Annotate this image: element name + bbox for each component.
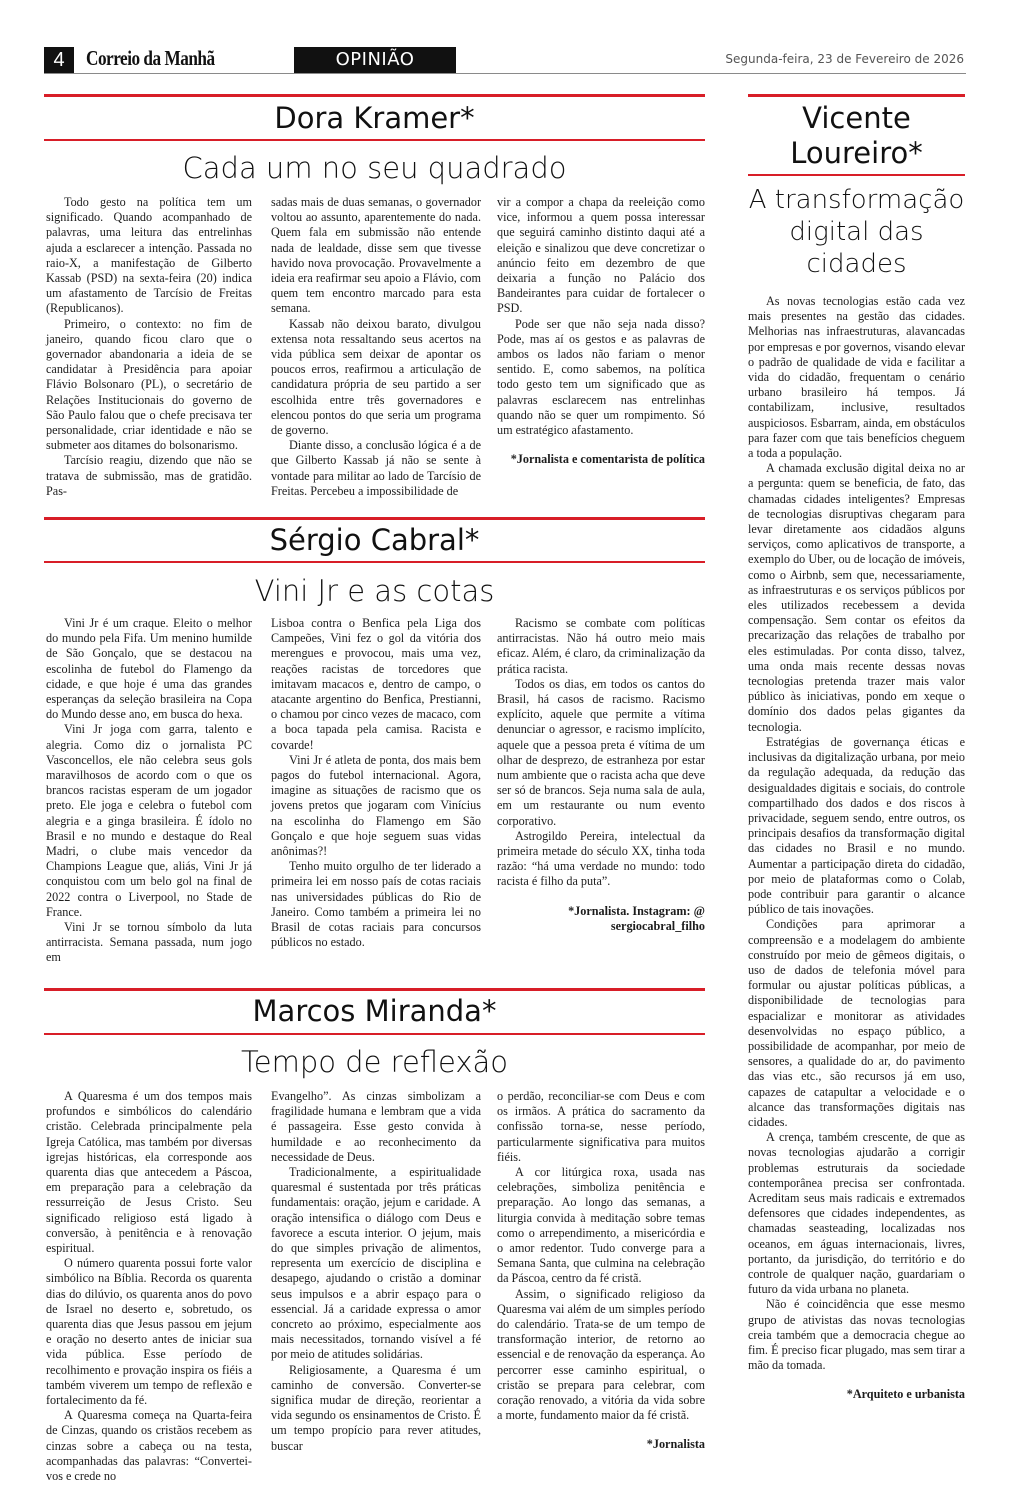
paragraph: sadas mais de duas semanas, o governador voltou ao assunto, aparentemente do nada. Quem fala em submissão não entende nada de lealdade, disse sem que tivesse havido nova provocação. Provavelmente a ideia era reafirmar seu apoio a Flávio, com quem tem encontro marcado para esta semana. [271, 195, 481, 316]
paragraph: Tradicionalmente, a espiritualidade quaresmal é sustentada por três práticas fundamentais: oração, jejum e caridade. A oração intensifica o diálogo com Deus e favorece a escuta interior. O jejum, mais do que simples privação de alimentos, representa um exercício de disciplina e desapego, ajudando o cristão a dominar seus impulsos e a abrir espaço para o essencial. Já a caridade expressa o amor concreto ao próximo, especialmente aos mais necessitados, tornando visível a fé por meio de atitudes solidárias. [271, 1165, 481, 1362]
article-column [271, 1089, 481, 1454]
paragraph: A Quaresma é um dos tempos mais profundos e simbólicos do calendário cristão. Celebrada principalmente pela Igreja Católica, mas também por diversas igrejas históricas, ela corresponde aos quarenta dias que antecedem a Páscoa, em preparação para a celebração da ressurreição de Jesus Cristo. Seu significado religioso está ligado à conversão, à penitência e à renovação espiritual. [46, 1089, 252, 1256]
paragraph: Não é coincidência que esse mesmo grupo de ativistas das novas tecnologias creia também que a democracia chegue ao fim. É preciso ficar plugado, mas sem tirar a mão da tomada. [748, 1297, 965, 1373]
divider-line [44, 1033, 705, 1035]
page-header [44, 45, 966, 74]
paragraph: Tarcísio reagiu, dizendo que não se tratava de submissão, mas de gratidão. Pas- [46, 453, 252, 498]
article-column [46, 195, 252, 499]
author-credit: *Jornalista e comentarista de política [510, 452, 705, 467]
paragraph: Evangelho”. As cinzas simbolizam a fragilidade humana e lembram que a vida é passageira. Esse gesto convida à humildade e ao reconhecimento da necessidade de Deus. [271, 1089, 481, 1164]
newspaper-logo: Correio da Manhã [86, 46, 215, 70]
divider-line [44, 561, 705, 563]
paragraph: A cor litúrgica roxa, usada nas celebrações, simboliza penitência e preparação. Ao longo das semanas, a liturgia convida à meditação sobre temas como o arrependimento, a misericórdia e o amor redentor. Tudo converge para a Semana Santa, que culmina na celebração da Páscoa, centro da fé cristã. [497, 1165, 705, 1286]
paragraph: Vini Jr joga com garra, talento e alegria. Como diz o jornalista PC Vasconcellos, ele não celebra seus gols maravilhosos de acordo com o que os brancos racistas esperam de um jogador preto. Ele joga e celebra o futebol com alegria e a ginga brasileira. É ídolo no Brasil e no mundo e destaque do Real Madri, o clube mais vencedor da Champions League que, aliás, Vini Jr já conquistou com um belo gol na final de 2022 contra o Liverpool, no Stade de France. [46, 722, 252, 919]
divider-line [44, 139, 705, 141]
author-name: Vicente Loureiro* [790, 101, 923, 170]
article-column [497, 1089, 705, 1453]
paragraph: vir a compor a chapa da reeleição como vice, informou a quem possa interessar que seguirá caminho distinto daqui até a eleição e sinalizou que deve concretizar o anúncio feito em dezembro de que deixaria a função no Palácio dos Bandeirantes para cuidar de fortalecer o PSD. [497, 195, 705, 316]
paragraph: Astrogildo Pereira, intelectual da primeira metade do século XX, tinha toda razão: “há uma verdade no mundo: todo racista é filho da puta”. [497, 828, 705, 889]
paragraph: A chamada exclusão digital deixa no ar a pergunta: quem se beneficia, de fato, das chamadas cidades inteligentes? Empresas de tecnologias disruptivas chegaram para levar diretamente aos cidadãos alguns serviços, como aplicativos de transporte, a exemplo do Uber, ou de locação de imóveis, como o Airbnb, sem que, necessariamente, as infraestruturas e os serviços públicos por eles utilizados recebessem a devida compensação. Sem contar os efeitos da precarização das relações de trabalho por eles estimuladas. Por conta disso, talvez, uma onda mais recente dessas novas tecnologias pretenda trazer mais valor público às iniciativas, pondo em xeque o domínio dos dados pelas gigantes da tecnologia. [748, 461, 965, 734]
article-column [497, 616, 705, 934]
divider-line [44, 988, 705, 991]
paragraph: Tenho muito orgulho de ter liderado a primeira lei em nosso país de cotas raciais nas universidades públicas do Rio de Janeiro. Como também a primeira lei no Brasil de cotas raciais para concursos públicos no estado. [271, 859, 481, 950]
section-label: OPINIÃO [294, 47, 456, 73]
divider-line [748, 174, 965, 176]
paragraph: Racismo se combate com políticas antirracistas. Não há outro meio mais eficaz. Além, é claro, da criminalização da prática racista. [497, 616, 705, 676]
paragraph: Estratégias de governança éticas e inclusivas da digitalização urbana, por meio da regulação adequada, da redução das desigualdades digitais e sociais, do controle compartilhado dos dados e dos riscos à privacidade, seguem sendo, entre outros, os principais desafios da transformação digital das cidades no Brasil e no mundo. Aumentar a participação direta do cidadão, por meio de plataformas como o Colab, pode contribuir para garantir o alcance público de tais inovações. [748, 734, 965, 917]
paragraph: Vini Jr é um craque. Eleito o melhor do mundo pela Fifa. Um menino humilde de São Gonçalo, que se destacou na escolinha de futebol do Flamengo da cidade, e que hoje é uma das grandes esperanças da seleção brasileira na Copa do Mundo desse ano, em busca do hexa. [46, 616, 252, 722]
article-column [46, 616, 252, 966]
paragraph: Vini Jr é atleta de ponta, dos mais bem pagos do futebol internacional. Agora, imagine as situações de racismo que os jovens pretos que jogaram com Vinícius na escolinha do Flamengo em São Gonçalo e que hoje seguem suas vidas anônimas?! [271, 752, 481, 859]
article-column [748, 294, 965, 1403]
author-name: Sérgio Cabral* [269, 523, 480, 557]
page-number: 4 [44, 47, 74, 73]
divider-line [44, 94, 705, 97]
article-column [46, 1089, 252, 1484]
paragraph: Lisboa contra o Benfica pela Liga dos Campeões, Vini fez o gol da vitória dos merengues e provocou, mais uma vez, reações racistas de torcedores que imitavam macacos e, dentro de campo, o atacante argentino do Benfica, Prestianni, o chamou por cinco vezes de macaco, com a boca tapada pela camisa. Racista e covarde! [271, 616, 481, 752]
article-column [271, 195, 481, 499]
paragraph: Condições para aprimorar a compreensão e a modelagem do ambiente construído por meio de gêmeos digitais, o uso de dados de telefonia móvel para formular ou ajustar políticas públicas, a disponibilidade de tecnologias para espacializar e monitorar as atividades desenvolvidas no espaço público, a possibilidade de acompanhar, por meio de sensores, a qualidade do ar, do pavimento das vias etc., são recursos já em uso, capazes de catapultar a velocidade e o alcance das transformações digitais nas cidades. [748, 917, 965, 1129]
paragraph: Religiosamente, a Quaresma é um caminho de conversão. Converter-se significa mudar de direção, reorientar a vida segundo os ensinamentos de Cristo. É um tempo propício para rever atitudes, buscar [271, 1362, 481, 1453]
divider-line [44, 517, 705, 520]
article-column [497, 195, 705, 467]
article-headline: Tempo de reflexão [240, 1045, 509, 1079]
paragraph: O número quarenta possui forte valor simbólico na Bíblia. Recorda os quarenta dias do dilúvio, os quarenta anos do povo de Israel no deserto e, sobretudo, os quarenta dias que Jesus passou em jejum e oração no deserto antes de iniciar sua vida pública. Esse período de recolhimento e provação inspira os fiéis a também viverem um tempo de reflexão e fortalecimento da fé. [46, 1256, 252, 1408]
author-name: Marcos Miranda* [252, 994, 497, 1028]
issue-date: Segunda-feira, 23 de Fevereiro de 2026 [725, 52, 964, 66]
paragraph: Primeiro, o contexto: no fim de janeiro, quando ficou claro que o governador abandonaria a ideia de se candidatar à Presidência para apoiar Flávio Bolsonaro (PL), o secretário de Relações Institucionais do governo de São Paulo falou que o chefe precisava ter personalidade, criar identidade e não se submeter aos ditames do bolsonarismo. [46, 316, 252, 453]
paragraph: As novas tecnologias estão cada vez mais presentes na gestão das cidades. Melhorias nas infraestruturas, alavancadas por empresas e por governos, visando elevar o padrão de qualidade de vida e facilitar a vida do cidadão, frequentam o cenário urbano brasileiro há tempos. Já contabilizam, inclusive, resultados auspiciosos. Esbarram, ainda, em obstáculos para fazer com que tais benefícios cheguem a toda a população. [748, 294, 965, 461]
paragraph: Kassab não deixou barato, divulgou extensa nota ressaltando seus acertos na vida pública sem deixar de apontar os poucos erros, reafirmou a articulação de candidatura própria de seu partido a ser escolhida entre três governadores e elencou pontos do que seria um programa de governo. [271, 316, 481, 438]
paragraph: A Quaresma começa na Quarta-feira de Cinzas, quando os cristãos recebem as cinzas sobre a cabeça ou na testa, acompanhadas das palavras: “Convertei-vos e crede no [46, 1408, 252, 1484]
author-credit: *Arquiteto e urbanista [846, 1387, 965, 1402]
paragraph: o perdão, reconciliar-se com Deus e com os irmãos. A prática do sacramento da confissão torna-se, nesse período, particularmente significativa para muitos fiéis. [497, 1089, 705, 1164]
author-credit: *Jornalista [646, 1437, 705, 1452]
article-headline: Vini Jr e as cotas [254, 574, 495, 608]
author-name: Dora Kramer* [274, 101, 475, 135]
author-credit: *Jornalista. Instagram: @ sergiocabral_filho [568, 903, 705, 933]
paragraph: Pode ser que não seja nada disso? Pode, mas aí os gestos e as palavras de ambos os lados não fariam o menor sentido. E, como sabemos, na política todo gesto tem um significado que as palavras esclarecem nas entrelinhas quando não se quer um rompimento. Só um estratégico afastamento. [497, 316, 705, 438]
article-headline: Cada um no seu quadrado [182, 151, 567, 185]
paragraph: Todo gesto na política tem um significado. Quando acompanhado de palavras, uma leitura das entrelinhas ajuda a esclarecer a intenção. Passada no raio-X, a manifestação de Gilberto Kassab (PSD) na sexta-feira (20) indica um afastamento de Tarcísio de Freitas (Republicanos). [46, 195, 252, 316]
paragraph: Assim, o significado religioso da Quaresma vai além de um simples período do calendário. Trata-se de um tempo de transformação interior, de retorno ao essencial e de renovação da esperança. Ao percorrer esse caminho espiritual, o cristão se prepara para celebrar, com coração renovado, a vitória da vida sobre a morte, fundamento maior da fé cristã. [497, 1286, 705, 1423]
paragraph: Diante disso, a conclusão lógica é a de que Gilberto Kassab já não se sente à vontade para militar ao lado de Tarcísio de Freitas. Percebeu a impossibilidade de [271, 438, 481, 498]
article-headline: A transformação digital das cidades [748, 185, 965, 279]
article-column [271, 616, 481, 950]
paragraph: Todos os dias, em todos os cantos do Brasil, há casos de racismo. Racismo explícito, aquele que permite a vítima denunciar o agressor, e racismo implícito, aquele que a pessoa preta é vítima de um olhar de desprezo, de estranheza por estar num ambiente que o racista acha que deve ser só de brancos. Seja numa sala de aula, em um restaurante ou num evento corporativo. [497, 676, 705, 828]
paragraph: Vini Jr se tornou símbolo da luta antirracista. Semana passada, num jogo em [46, 920, 252, 965]
paragraph: A crença, também crescente, de que as novas tecnologias ajudarão a corrigir problemas estruturais da sociedade contemporânea precisa ser confrontada. Acreditam seus mais radicais e extremados defensores que cidades independentes, as chamadas seasteading, localizadas nos oceanos, em águas internacionais, livres, portanto, da jurisdição, do território e do controle de qualquer nação, guardariam o futuro da vida urbana no planeta. [748, 1130, 965, 1297]
divider-line [748, 94, 965, 97]
